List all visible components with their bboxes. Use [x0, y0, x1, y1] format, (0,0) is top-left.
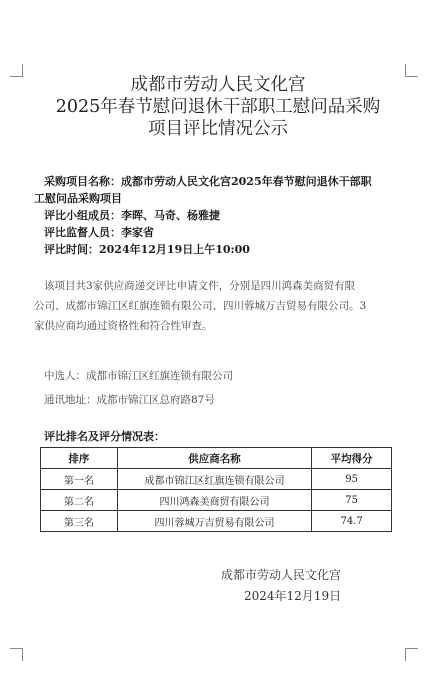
rank-cell: 第二名 — [41, 490, 118, 511]
supplier-cell: 四川鸿森美商贸有限公司 — [117, 490, 311, 511]
supplier-cell: 四川蓉城万吉贸易有限公司 — [117, 511, 311, 532]
rank-cell: 第一名 — [41, 469, 118, 490]
project-name-continued: 工慰问品采购项目 — [34, 192, 122, 205]
evaluation-time-row — [44, 242, 250, 258]
selected-supplier: 中选人：成都市锦江区红旗连锁有限公司 — [44, 370, 233, 382]
header-supplier: 供应商名称 — [117, 448, 311, 469]
score-cell: 95 — [312, 469, 392, 490]
ranking-table — [40, 447, 392, 532]
score-cell: 74.7 — [312, 511, 392, 532]
table-row — [41, 469, 392, 490]
supervisor-row — [44, 225, 154, 241]
paragraph-line-1: 该项目共3家供应商递交评比申请文件，分别是四川鸿森美商贸有限 — [44, 280, 356, 292]
evaluation-time-value: 2024年12月19日上午10:00 — [99, 243, 250, 256]
document-title-org: 成都市劳动人民文化宫 — [130, 75, 306, 95]
paragraph-line-3: 家供应商均通过资格性和符合性审查。 — [34, 320, 213, 332]
table-row — [41, 511, 392, 532]
panel-members-value: 李晖、马奇、杨雅捷 — [121, 209, 220, 222]
panel-members-row — [44, 208, 220, 224]
signature-date: 2024年12月19日 — [244, 589, 342, 603]
supervisor-label: 评比监督人员： — [44, 226, 121, 239]
table-caption: 评比排名及评分情况表： — [44, 430, 165, 443]
signature-org: 成都市劳动人民文化宫 — [221, 568, 342, 582]
table-row — [41, 490, 392, 511]
supplier-cell: 成都市锦江区红旗连锁有限公司 — [117, 469, 311, 490]
panel-members-label: 评比小组成员： — [44, 209, 121, 222]
document-title-subject: 项目评比情况公示 — [148, 119, 288, 139]
score-cell: 75 — [312, 490, 392, 511]
crop-mark-bottom-right — [405, 648, 418, 661]
project-name-row — [44, 174, 372, 190]
header-rank: 排序 — [41, 448, 118, 469]
evaluation-time-label: 评比时间： — [44, 243, 99, 256]
header-score: 平均得分 — [312, 448, 392, 469]
crop-mark-bottom-left — [10, 648, 23, 661]
table-header-row — [41, 448, 392, 469]
contact-address: 通讯地址：成都市锦江区总府路87号 — [44, 394, 215, 406]
document-title-project: 2025年春节慰问退休干部职工慰问品采购 — [55, 97, 381, 117]
paragraph-line-2: 公司、成都市锦江区红旗连锁有限公司、四川蓉城万吉贸易有限公司。3 — [34, 300, 367, 312]
project-name-label: 采购项目名称： — [44, 175, 121, 188]
rank-cell: 第三名 — [41, 511, 118, 532]
project-name-value: 成都市劳动人民文化宫2025年春节慰问退休干部职 — [121, 175, 372, 188]
supervisor-value: 李家省 — [121, 226, 154, 239]
